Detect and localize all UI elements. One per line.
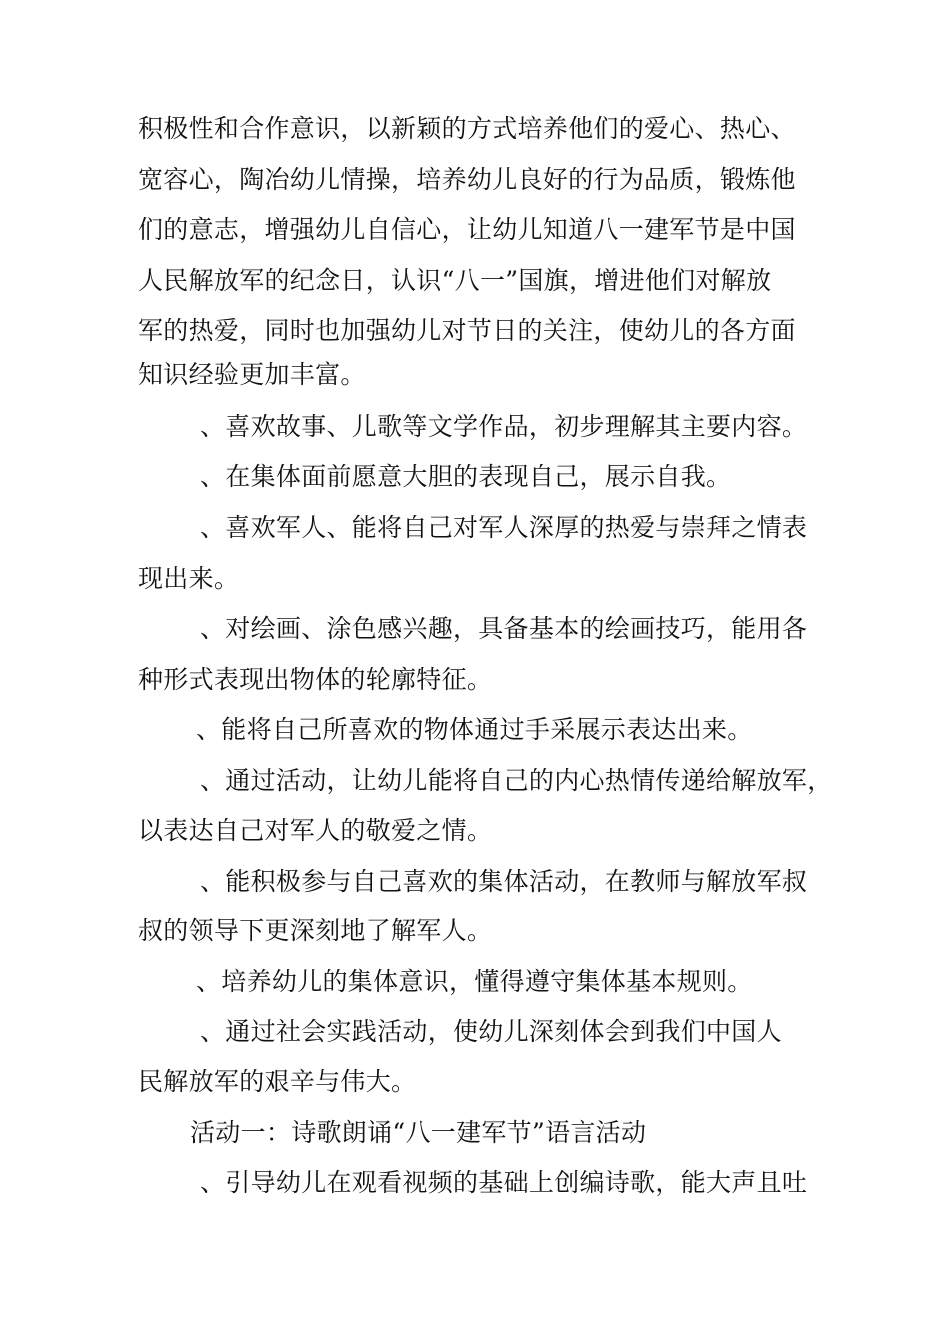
text-line-19: 、通过社会实践活动，使幼儿深刻体会到我们中国人 — [200, 1017, 782, 1046]
text-line-3: 们的意志，增强幼儿自信心，让幼儿知道八一建军节是中国 — [138, 215, 796, 244]
section-heading-activity-1: 活动一：诗歌朗诵“八一建军节”语言活动 — [190, 1118, 647, 1147]
text-line-2: 宽容心，陶冶幼儿情操，培养幼儿良好的行为品质，锻炼他 — [138, 165, 796, 194]
text-line-14: 、通过活动，让幼儿能将自己的内心热情传递给解放军， — [200, 766, 833, 795]
text-line-22: 、引导幼儿在观看视频的基础上创编诗歌，能大声且吐 — [200, 1168, 808, 1197]
text-line-4: 人民解放军的纪念日，认识“八一”国旗，增进他们对解放 — [138, 266, 772, 295]
text-line-9: 、喜欢军人、能将自己对军人深厚的热爱与崇拜之情表 — [200, 513, 808, 542]
text-line-13: 、能将自己所喜欢的物体通过手采展示表达出来。 — [196, 715, 753, 744]
text-line-5: 军的热爱，同时也加强幼儿对节日的关注，使幼儿的各方面 — [138, 316, 796, 345]
text-line-8: 、在集体面前愿意大胆的表现自己，展示自我。 — [200, 462, 732, 491]
text-line-1: 积极性和合作意识，以新颖的方式培养他们的爱心、热心、 — [138, 114, 796, 143]
text-line-7: 、喜欢故事、儿歌等文学作品，初步理解其主要内容。 — [200, 412, 808, 441]
text-line-16: 、能积极参与自己喜欢的集体活动，在教师与解放军叔 — [200, 867, 808, 896]
text-line-12: 种形式表现出物体的轮廓特征。 — [138, 665, 493, 694]
text-line-15: 以表达自己对军人的敬爱之情。 — [138, 816, 493, 845]
text-line-10: 现出来。 — [138, 564, 240, 593]
text-line-17: 叔的领导下更深刻地了解军人。 — [138, 916, 493, 945]
text-line-11: 、对绘画、涂色感兴趣，具备基本的绘画技巧，能用各 — [200, 614, 808, 643]
text-line-18: 、培养幼儿的集体意识，懂得遵守集体基本规则。 — [196, 967, 753, 996]
text-line-20: 民解放军的艰辛与伟大。 — [138, 1067, 417, 1096]
text-line-6: 知识经验更加丰富。 — [138, 360, 366, 389]
